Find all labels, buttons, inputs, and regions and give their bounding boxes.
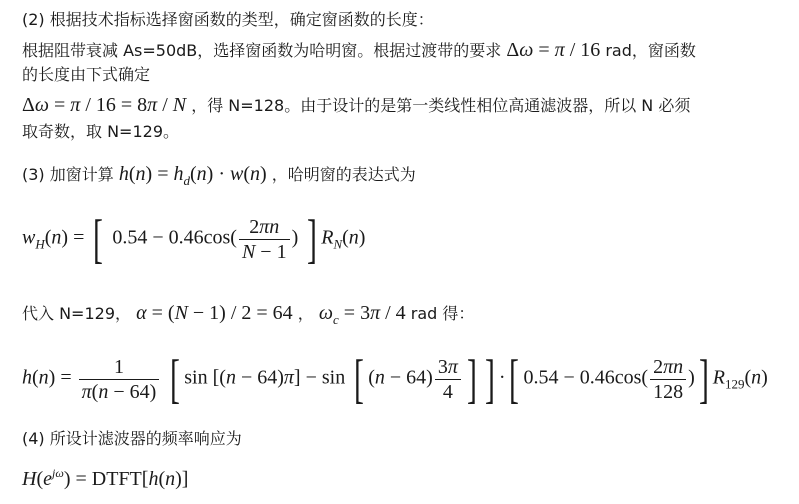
- frequency-response-formula: $H(e^{j\omega})$ = DTFT[h(n)]: [22, 466, 189, 490]
- windowing-formula: $h(n) = h_d(n) \cdot w(n)$: [118, 163, 267, 188]
- alpha-formula: α = (N − 1) / 2 = 64: [136, 302, 293, 324]
- delta-omega-formula: Δω = π / 16: [506, 39, 601, 61]
- section-2-line-1: [22, 39, 696, 62]
- section-3-heading: [22, 163, 416, 192]
- line-1-unit: rad，窗函数: [605, 41, 696, 60]
- impulse-response-formula: h(n) = $\frac{1}{\pi(n - 64)}$ [ sin [(n − 64)π] − sin [ (n − 64) $\frac{3\pi}{4}$ ] ] ·[ 0.54 − 0.46cos( $\frac{2\pi n}{128}$ )] $R_{129}(n)$: [22, 349, 768, 409]
- hamming-window-formula: $w_H(n)$ = [ 0.54 − 0.46cos( $\frac{2\pi n}{N - 1}$ ) ] $R_N(n)$: [22, 209, 366, 269]
- substitution-line: 代入 N=129， α = (N − 1) / 2 = 64 ， $\omega_c = 3\pi / 4$ rad 得：: [22, 302, 475, 327]
- subst-suffix: rad 得：: [410, 304, 475, 323]
- section-3-prefix: (3) 加窗计算: [22, 165, 114, 184]
- cutoff-formula: $\omega_c = 3\pi / 4$: [318, 302, 406, 327]
- section-2-line-4: 取奇数，取 N=129。: [22, 122, 180, 141]
- subst-prefix: 代入 N=129，: [22, 304, 132, 323]
- line-1-text: 根据阻带衰减 As=50dB，选择窗函数为哈明窗。根据过渡带的要求: [22, 41, 502, 60]
- section-2-line-3: [22, 94, 690, 117]
- window-length-formula: Δω = π / 16 = 8π / N: [22, 94, 187, 116]
- section-3-suffix: ，哈明窗的表达式为: [271, 165, 416, 184]
- section-4-heading: (4) 所设计滤波器的频率响应为: [22, 429, 242, 448]
- section-2-heading: (2) 根据技术指标选择窗函数的类型，确定窗函数的长度：: [22, 10, 434, 29]
- section-2-line-2: 的长度由下式确定: [22, 65, 151, 84]
- line-3-text: ，得 N=128。由于设计的是第一类线性相位高通滤波器，所以 N 必须: [191, 96, 691, 115]
